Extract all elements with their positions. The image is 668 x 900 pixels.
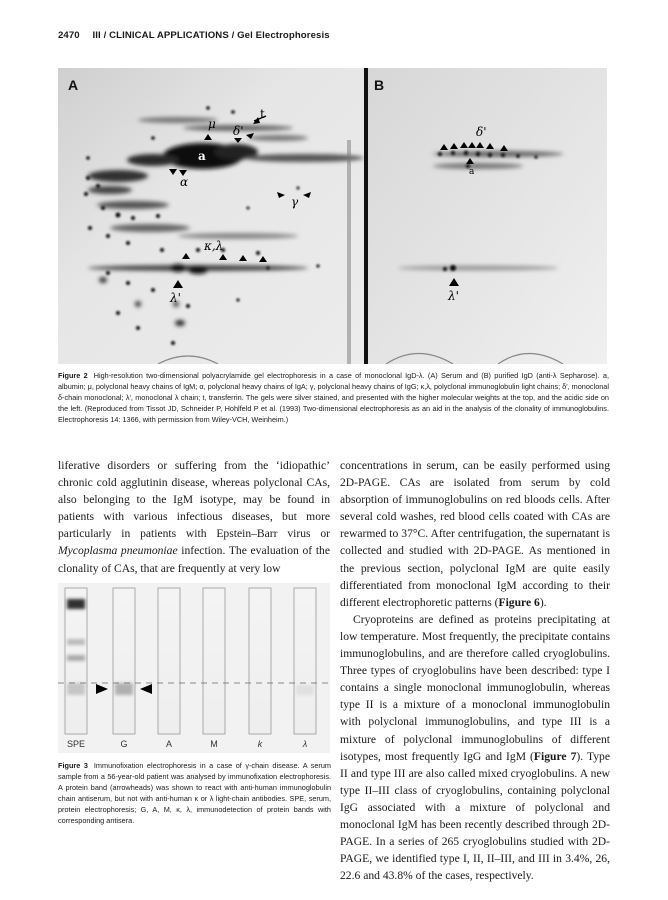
running-title: III / CLINICAL APPLICATIONS / Gel Electrophoresis [92, 30, 330, 41]
left-p1-text-b: infection. The evaluation of the clonality of CAs, that are frequently at very low [58, 544, 330, 575]
right-paragraph-1 [340, 457, 610, 611]
panel-b-label: B [374, 77, 385, 93]
lane-label-a: A [165, 739, 173, 749]
left-p1-italic: Mycoplasma pneumoniae [58, 544, 178, 558]
panel-divider [364, 68, 368, 364]
right-p1-text-b: ). [539, 595, 547, 609]
page-number: 2470 [58, 30, 80, 41]
marker-t: t [260, 107, 265, 121]
marker-b-albumin: a [469, 167, 475, 177]
marker-b-delta: δ' [476, 125, 487, 139]
lane-label-kappa: k [257, 739, 263, 749]
right-p2-text-a: Cryoproteins are defined as proteins precipitating at low temperature. Most frequently, the precipitate contains immunoglobulins, and are therefore called cryoglobulins. Three types of cryoglobulins have been described: type I contains a single monoclonal immunoglobulin, whereas type II is a mixture of a monoclonal immunoglobulin with polyclonal immunoglobulins, and type III is a mixture of polyclonal immunoglobulins of different isotypes, most frequently IgG and IgM ( [340, 612, 610, 763]
right-column [340, 457, 610, 884]
marker-gamma: γ [291, 195, 299, 209]
figure-2-caption [58, 370, 609, 425]
figure-3-caption-label: Figure 3 [58, 761, 88, 770]
right-paragraph-2 [340, 611, 610, 885]
lane-label-m: M [210, 739, 218, 749]
figure-2-gel-image [58, 68, 607, 364]
panel-b [368, 68, 607, 364]
left-p1-text-a: liferative disorders or suffering from the ‘idiopathic’ chronic cold agglutinin disease, whereas polyclonal CAs, also belonging to the IgM isotype, may be found in patients with various infectious diseases, but more particularly in patients with Epstein–Barr virus or [58, 459, 330, 541]
left-paragraph-1 [58, 457, 330, 577]
figure-7-reference: Figure 7 [533, 749, 577, 763]
marker-albumin: a [198, 149, 206, 163]
right-p1-text-a: concentrations in serum, can be easily performed using 2D-PAGE. CAs are isolated from serum by cold absorption of immunoglobulins on red bloods cells. After several cold washes, red blood cells coated with CAs are rewarmed to 37°C. After centrifugation, the supernatant is collected and studied with 2D-PAGE. As mentioned in the previous section, polyclonal IgM are quite easily differentiated from monoclonal IgM according to their different electrophoretic patterns ( [340, 459, 610, 609]
figure-3-immunofixation-image [58, 583, 330, 753]
marker-mu: μ [208, 117, 216, 131]
marker-kappa-lambda: κ,λ [204, 239, 224, 253]
running-header [58, 30, 610, 41]
right-p2-text-b: ). Type II and type III are also called mixed cryoglobulins. A new type II–III class of cryoglobulins, containing polyclonal IgG associated with a mixture of polyclonal and monoclonal IgM has been recently described through 2D-PAGE. In a series of 265 cryoglobulins studied with 2D-PAGE, we identified type I, II, II–III, and III in 3.4%, 26, 22.6 and 43.8% of the cases, respectively. [340, 749, 610, 883]
panel-a [58, 68, 364, 364]
figure-6-reference: Figure 6 [498, 595, 540, 609]
lane-label-spe: SPE [66, 739, 86, 749]
figure-2-caption-label: Figure 2 [58, 371, 88, 380]
lane-label-g: G [120, 739, 128, 749]
marker-lambda-prime: λ' [170, 291, 181, 305]
figure-2-caption-text: High-resolution two-dimensional polyacrylamide gel electrophoresis in a case of monoclonal IgD-λ. (A) Serum and (B) purified IgD (anti-λ Sepharose). a, albumin; μ, polyclonal heavy chains of IgM; α, polyclonal heavy chains of IgA; γ, polyclonal heavy chains of IgG; κ,λ, polyclonal immunoglobulin light chains; δ', monoclonal δ-chain monoclonal; λ', monoclonal λ chain; t, transferrin. The gels were silver stained, and presented with the higher molecular weights at the top, and the acidic side on the left. (Reproduced from Tissot JD, Schneider P, Hohlfeld P et al. (1993) Two-dimensional electrophoresis as an aid in the analysis of the clonality of immunoglobulins. Electrophoresis 14: 1366, with permission from Wiley-VCH, Weinheim.) [58, 371, 609, 424]
marker-delta: δ' [233, 124, 244, 138]
marker-alpha: α [180, 175, 189, 189]
figure-3-caption [58, 760, 331, 826]
marker-b-lambda-prime: λ' [448, 289, 459, 303]
panel-a-label: A [68, 77, 79, 93]
left-column [58, 457, 330, 577]
figure-3-caption-text: Immunofixation electrophoresis in a case of γ-chain disease. A serum sample from a 56-year-old patient was analysed by immunofixation electrophoresis. A protein band (arrowheads) was shown to react with anti-human immunoglobulin chain antiserum, but not with anti-human κ or λ light-chain antibodies. SPE, serum, protein electrophoresis; G, A, M, κ, λ, immunodetection of protein bands with corresponding antisera. [58, 761, 331, 825]
lane-label-lambda: λ [302, 739, 308, 749]
